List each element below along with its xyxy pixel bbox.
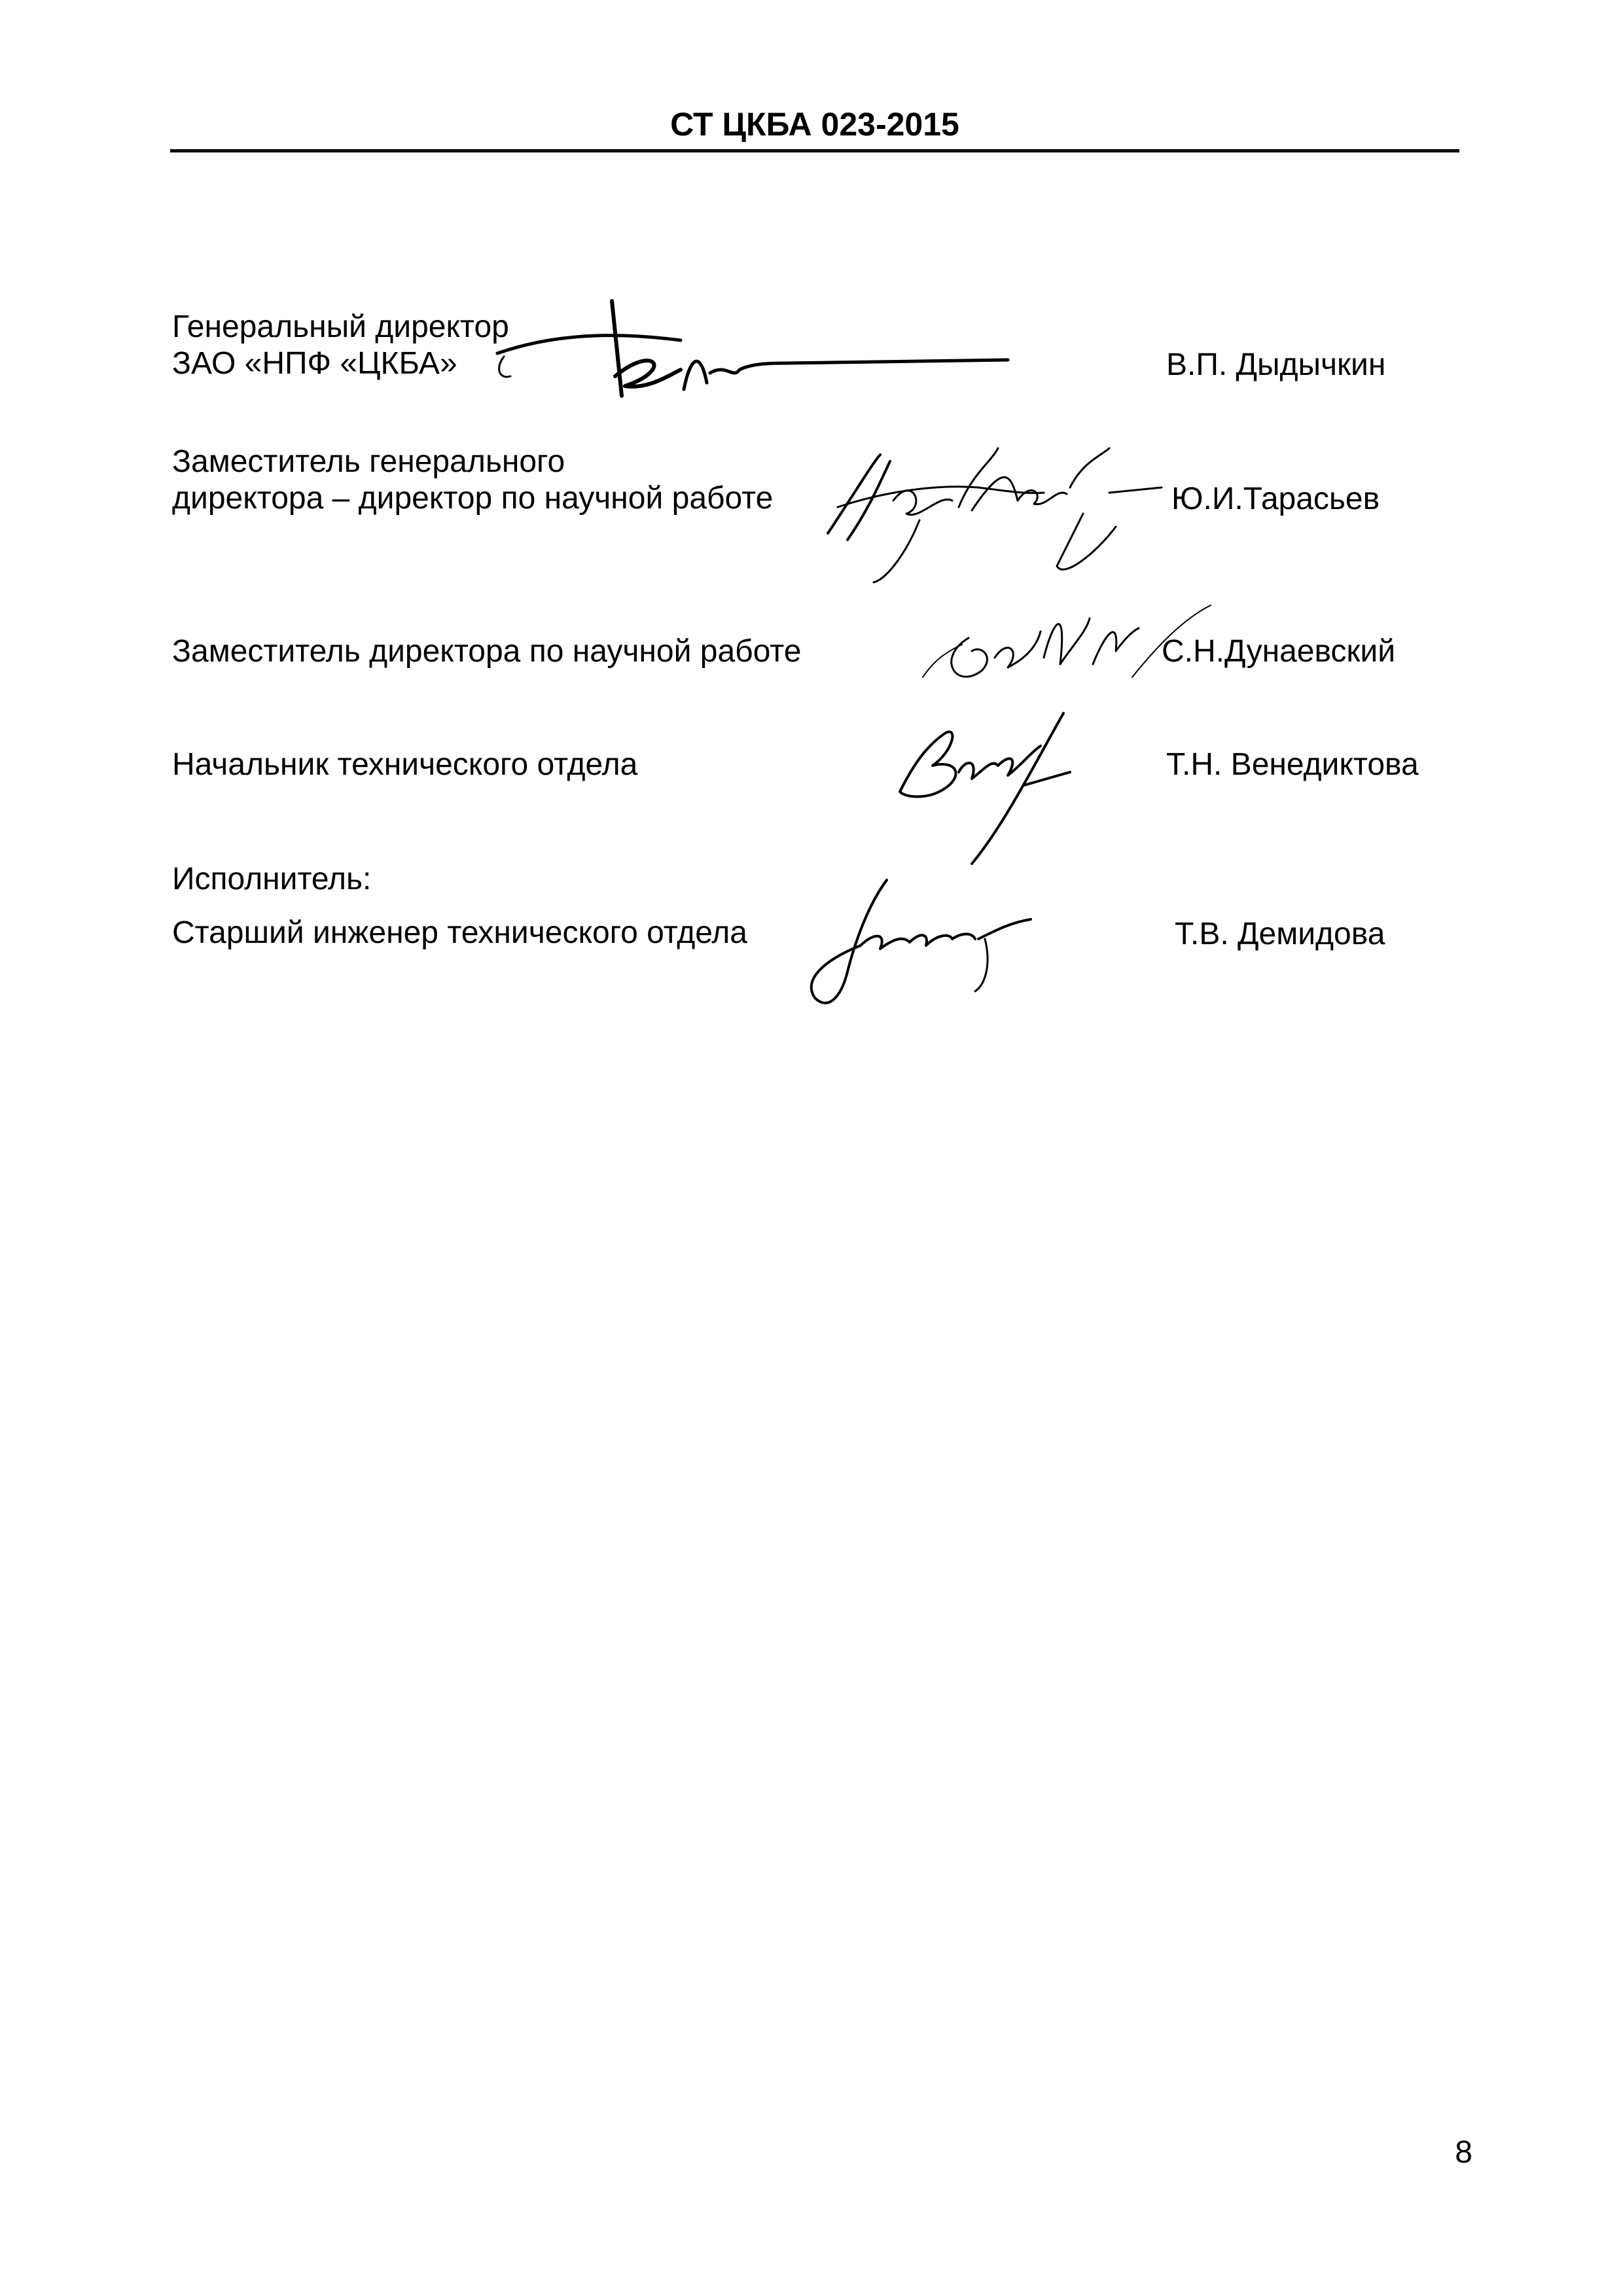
signatory-position-general-director	[172, 309, 509, 382]
signatory-position-head-technical-department	[172, 747, 637, 783]
signature-tarasyev-icon	[808, 435, 1175, 599]
signatory-position-deputy-director	[172, 633, 801, 670]
signatory-name: Ю.И.Тарасьев	[1171, 482, 1380, 516]
signatory-position-deputy-general-director	[172, 444, 773, 517]
position-line: Заместитель директора по научной работе	[172, 634, 802, 669]
position-line: Исполнитель:	[172, 862, 372, 896]
signatory-name: С.Н.Дунаевский	[1162, 634, 1396, 669]
signatory-position-executor	[172, 861, 747, 951]
signatory-name: Т.В. Демидова	[1175, 917, 1385, 951]
position-line: директора – директор по научной работе	[172, 481, 774, 516]
signatory-name: В.П. Дыдычкин	[1166, 347, 1386, 382]
document-code-header: СТ ЦКБА 023-2015	[670, 106, 959, 143]
signature-demidova-icon	[789, 867, 1037, 1017]
header-divider	[170, 149, 1459, 152]
signature-venediktova-icon	[874, 694, 1090, 877]
position-line: Старший инженер технического отдела	[172, 915, 747, 950]
signature-dydychkin-icon	[484, 298, 1034, 429]
signatory-name: Т.Н. Венедиктова	[1166, 747, 1419, 782]
page-number: 8	[1455, 2135, 1472, 2170]
position-line: Начальник технического отдела	[172, 747, 638, 782]
position-line: Заместитель генерального	[172, 444, 565, 479]
position-line: ЗАО «НПФ «ЦКБА»	[172, 346, 457, 381]
position-line: Генеральный директор	[172, 309, 509, 344]
